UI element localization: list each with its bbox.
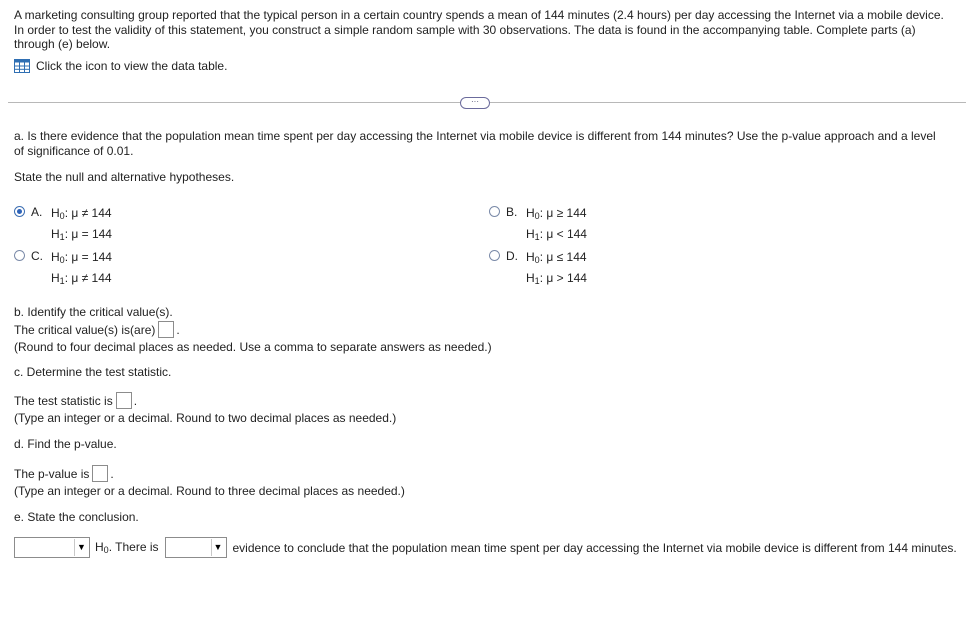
option-b-letter: B. [506, 205, 518, 219]
evidence-dropdown[interactable] [165, 537, 227, 558]
part-b-heading: b. Identify the critical value(s). [14, 305, 173, 319]
critical-value-line: The critical value(s) is(are) . [14, 323, 180, 337]
test-statistic-input[interactable] [116, 392, 132, 409]
option-c-letter: C. [31, 249, 43, 263]
data-table-link-label[interactable]: Click the icon to view the data table. [36, 59, 228, 73]
option-d[interactable] [489, 249, 587, 290]
option-a-h0: $H_0$: μ ≠ 144 [51, 206, 112, 221]
option-d-letter: D. [506, 249, 518, 263]
p-value-label: The p-value is [14, 467, 90, 481]
test-statistic-block: The test statistic is . (Type an integer or a decimal. Round to two decimal places as needed.) [14, 394, 397, 425]
part-d-hint: (Type an integer or a decimal. Round to three decimal places as needed.) [14, 484, 405, 498]
part-e-heading: e. State the conclusion. [14, 510, 139, 524]
decision-dropdown[interactable] [14, 537, 90, 558]
option-a-h1: $H_1$: μ = 144 [51, 226, 112, 242]
option-d-radio[interactable] [489, 250, 500, 261]
chevron-down-icon[interactable]: ▼ [211, 539, 225, 556]
part-d-heading: d. Find the p-value. [14, 437, 117, 451]
problem-intro: A marketing consulting group reported that the typical person in a certain country spends a mean of 144 minutes (2.4 hours) per day accessing the Internet via a mobile device. In order to test the validity of this statement, you construct a simple random sample with 30 observations. The data is found in the accompanying table. Complete parts (a) through (e) below. [14, 8, 944, 51]
option-c-radio[interactable] [14, 250, 25, 261]
part-b-hint: (Round to four decimal places as needed. Use a comma to separate answers as needed.) [14, 340, 492, 354]
part-a-prompt: State the null and alternative hypotheses. [14, 170, 235, 184]
part-c-hint: (Type an integer or a decimal. Round to two decimal places as needed.) [14, 411, 397, 425]
part-a-question: a. Is there evidence that the population mean time spent per day accessing the Internet via mobile device is different from 144 minutes? Use the p-value approach and a level of significance of 0.01. [14, 129, 936, 158]
test-statistic-label: The test statistic is [14, 394, 113, 408]
option-a-radio[interactable] [14, 206, 25, 217]
option-b-radio[interactable] [489, 206, 500, 217]
option-d-h0: $H_0$: μ ≤ 144 [526, 250, 587, 265]
critical-value-input[interactable] [158, 321, 174, 338]
p-value-block: The p-value is . (Type an integer or a decimal. Round to three decimal places as needed.) [14, 467, 405, 498]
critical-value-label: The critical value(s) is(are) [14, 323, 156, 337]
part-c-heading: c. Determine the test statistic. [14, 365, 172, 379]
conclusion-h0: $H_0$. There is [95, 540, 159, 555]
conclusion-row [14, 537, 957, 558]
option-c-h0: $H_0$: μ = 144 [51, 250, 112, 265]
option-c[interactable] [14, 249, 112, 290]
part-b [14, 304, 492, 356]
option-b-h1: $H_1$: μ < 144 [526, 226, 587, 242]
table-grid-icon[interactable] [14, 59, 30, 73]
expand-button[interactable]: ··· [460, 97, 490, 109]
data-table-link[interactable] [14, 59, 227, 73]
option-b[interactable] [489, 205, 587, 246]
conclusion-text: evidence to conclude that the population mean time spent per day accessing the Internet via mobile device is different from 144 minutes. [232, 540, 957, 555]
chevron-down-icon[interactable]: ▼ [74, 539, 88, 556]
p-value-input[interactable] [92, 465, 108, 482]
option-c-h1: $H_1$: μ ≠ 144 [51, 270, 112, 286]
option-b-h0: $H_0$: μ ≥ 144 [526, 206, 587, 221]
option-d-h1: $H_1$: μ > 144 [526, 270, 587, 286]
option-a-letter: A. [31, 205, 43, 219]
option-a[interactable] [14, 205, 112, 246]
